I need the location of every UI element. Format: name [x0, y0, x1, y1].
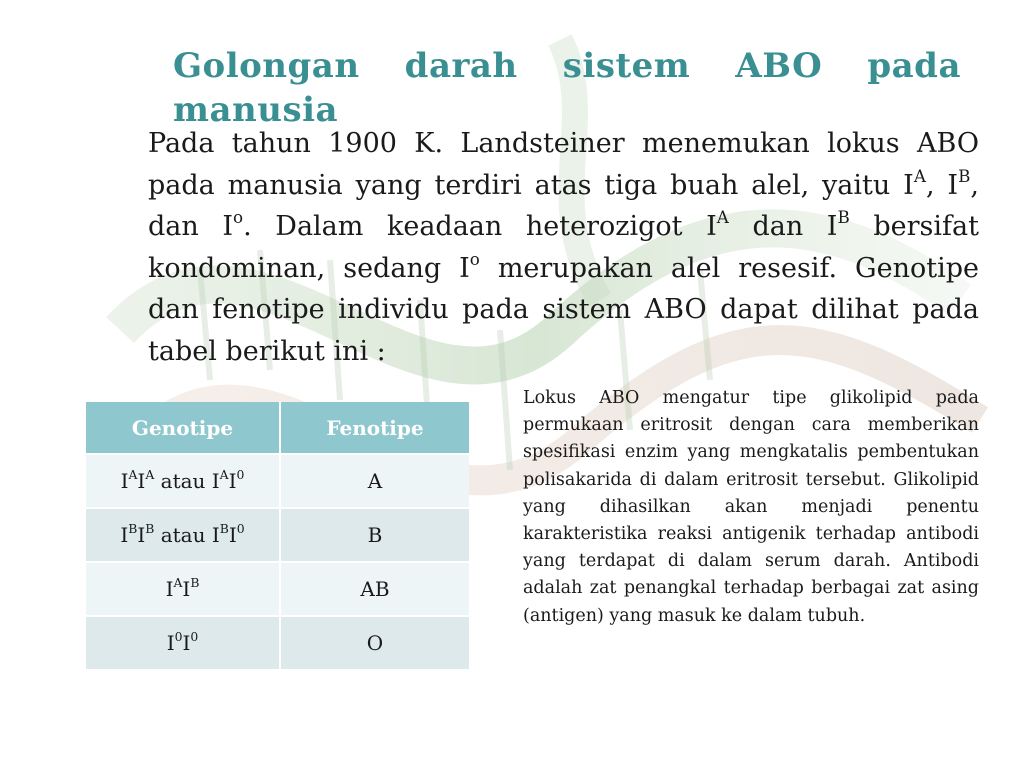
table-row	[86, 508, 469, 562]
glycolipid-explanation-text: Lokus ABO mengatur tipe glikolipid pada permukaan eritrosit dengan cara memberikan spesifikasi enzim yang mengkatalis pembentukan polisakarida di dalam eritrosit tersebut. Glikolipid yang dihasilkan akan menjadi penentu karakteristika reaksi antigenik terhadap antibodi yang terdapat di dalam serum darah. Antibodi adalah zat penangkal terhadap berbagai zat asing (antigen) yang masuk ke dalam tubuh.	[523, 388, 979, 626]
table-row	[86, 454, 469, 508]
genotype-cell: $I^AI^B$	[86, 562, 280, 616]
genotype-cell: $I^BI^B$ atau $I^BI^0$	[86, 508, 280, 562]
header-phenotype: Fenotipe	[280, 402, 469, 454]
header-genotype: Genotipe	[86, 402, 280, 454]
genotype-phenotype-table	[86, 402, 469, 669]
table-row	[86, 616, 469, 669]
table-row	[86, 562, 469, 616]
table-header-row	[86, 402, 469, 454]
slide-title: Golongan darah sistem ABO pada manusia	[173, 46, 961, 130]
phenotype-cell: O	[280, 616, 469, 669]
phenotype-cell: AB	[280, 562, 469, 616]
genotype-cell: $I^AI^A$ atau $I^AI^0$	[86, 454, 280, 508]
genotype-cell: $I^0I^0$	[86, 616, 280, 669]
intro-paragraph: Pada tahun 1900 K. Landsteiner menemukan lokus ABO pada manusia yang terdiri atas tiga buah alel, yaitu $I^A$, $I^B$, dan $I^o$. Dalam keadaan heterozigot $I^A$ dan $I^B$ bersifat kondominan, sedang $I^o$ merupakan alel resesif. Genotipe dan fenotipe individu pada sistem ABO dapat dilihat pada tabel berikut ini :	[148, 128, 979, 367]
phenotype-cell: B	[280, 508, 469, 562]
phenotype-cell: A	[280, 454, 469, 508]
